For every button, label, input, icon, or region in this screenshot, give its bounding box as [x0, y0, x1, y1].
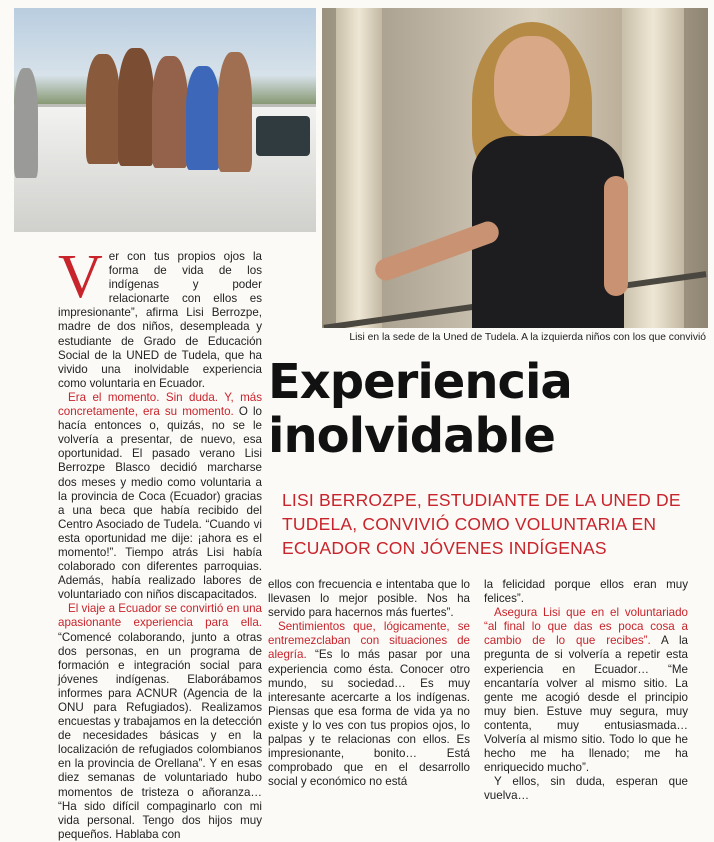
drop-cap: V	[58, 243, 103, 311]
highlight-text: Asegura Lisi que en el voluntariado “al final lo que das es poca cosa a cambio de lo que recibes”.	[484, 606, 688, 648]
article-column-2	[268, 578, 470, 789]
child-figure	[218, 52, 252, 172]
paragraph: ellos con frecuencia e intentaba que lo llevasen lo mejor posible. Nos ha servido para hacernos más fuertes”.	[268, 578, 470, 620]
headline-line-2: inolvidable	[268, 408, 555, 464]
pillar	[336, 8, 382, 328]
child-figure	[86, 54, 120, 164]
woman-face	[494, 36, 570, 136]
children-photo	[14, 8, 316, 232]
paragraph: El viaje a Ecuador se convirtió en una apasionante experiencia para ella. “Comencé colaborando, junto a otras dos personas, en un programa de formación e integración social para jóvenes indígenas. Elaborábamos informes para ACNUR (Agencia de la ONU para Refugiados). Realizamos encuestas y trabajamos en la detección de necesidades básicas y en la localización de refugiados colombianos en la provincia de Orellana”. Y en esas diez semanas de voluntariado hubo momentos de tristeza o añoranza… “Ha sido difícil compaginarlo con mi vida personal. Tengo dos hijos muy pequeños. Hablaba con	[58, 602, 262, 841]
child-figure	[152, 56, 188, 168]
paragraph: Asegura Lisi que en el voluntariado “al final lo que das es poca cosa a cambio de lo que recibes”. A la pregunta de si volvería a repetir esta experiencia en Ecuador… “Me encantaría volver al mismo sitio. La gente me acogió desde el principio muy bien. Estuve muy segura, muy contenta, muy entusiasmada… Volvería al mismo sitio. Todo lo que he hecho me ha llenado; me ha enriquecido mucho”.	[484, 606, 689, 775]
lisi-photo	[322, 8, 708, 328]
headline	[268, 355, 708, 463]
article-column-3	[484, 578, 688, 804]
paragraph: la felicidad porque ellos eran muy felices”.	[484, 578, 688, 606]
child-figure	[118, 48, 154, 166]
paragraph: Sentimientos que, lógicamente, se entremezclaban con situaciones de alegría. “Es lo más pasar por una experiencia como ésta. Conocer otro mundo, su sociedad… Es muy interesante acercarte a los indígenas. Piensas que esa forma de vida ya no existe y lo ves con tus propios ojos, lo palpas y te relacionas con ellos. Es impresionante, bonito… Está comprobado que en el desarrollo social y económico no está	[268, 620, 470, 789]
article-column-1	[58, 243, 263, 842]
highlight-text: Era el momento. Sin duda. Y, más concretamente, era su momento.	[58, 390, 262, 419]
headline-line-1: Experiencia	[268, 354, 572, 410]
paragraph: Y ellos, sin duda, esperan que vuelva…	[484, 775, 688, 803]
truck-window	[256, 116, 310, 156]
paragraph: Ver con tus propios ojos la forma de vida de los indígenas y poder relacionarte con ellos es impresionante”, afirma Lisi Berrozpe, madre de dos niños, desempleada y estudiante de Grado de Educación Social de la UNED de Tudela, que ha vivido una inolvidable experiencia como voluntaria en Ecuador.	[58, 243, 262, 390]
photo-caption: Lisi en la sede de la Uned de Tudela. A la izquierda niños con los que convivió	[349, 332, 706, 343]
child-figure	[186, 66, 220, 170]
highlight-text: Sentimientos que, lógicamente, se entremezclaban con situaciones de alegría.	[268, 620, 470, 662]
paragraph: Era el momento. Sin duda. Y, más concretamente, era su momento. O lo hacía entonces o, quizás, no se le volvería a presentar, de nuevo, esa oportunidad. El pasado verano Lisi Berrozpe Blasco decidió marcharse dos meses y medio como voluntaria a la provincia de Coca (Ecuador) gracias a una beca que había recibido del Centro Asociado de Tudela. “Cuando vi esta oportunidad me dije: ¡ahora es el momento!”. Tiempo atrás Lisi había colaborado con diferentes parroquias. Además, había realizado labores de voluntariado con niños discapacitados.	[58, 390, 263, 602]
subheadline: LISI BERROZPE, ESTUDIANTE DE LA UNED DE TUDELA, CONVIVIÓ COMO VOLUNTARIA EN ECUADOR CON JÓVENES INDÍGENAS	[282, 490, 681, 558]
woman-arm	[604, 176, 628, 296]
adult-figure	[14, 68, 38, 178]
highlight-text: El viaje a Ecuador se convirtió en una apasionante experiencia para ella.	[58, 602, 262, 630]
